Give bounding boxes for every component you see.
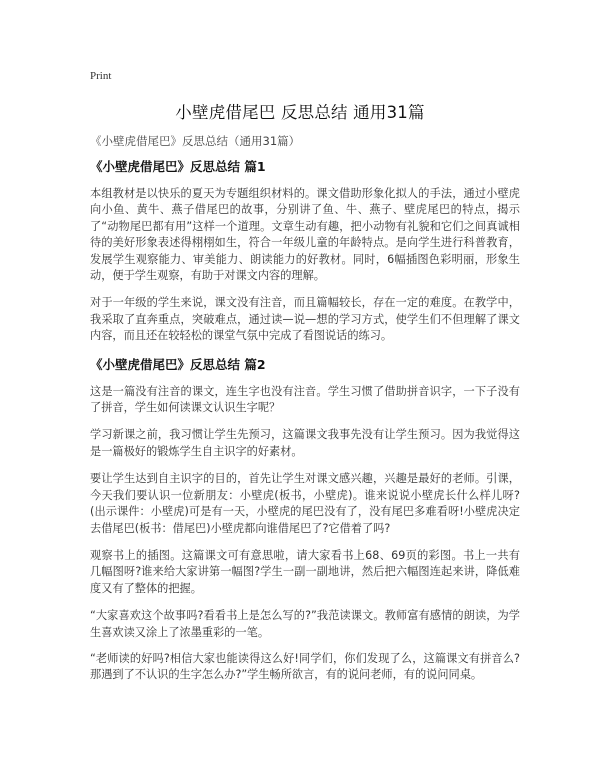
paragraph-2-1: 这是一篇没有注音的课文，连生字也没有注音。学生习惯了借助拼音识字，一下子没有了拼音，学生如何读课文认识生字呢？ bbox=[90, 384, 520, 415]
document-subtitle: 《小壁虎借尾巴》反思总结（通用31篇） bbox=[90, 134, 301, 148]
paragraph-2-5: “大家喜欢这个故事吗?看看书上是怎么写的?”我范读课文。教师富有感情的朗读，为学生喜欢读又涂上了浓墨重彩的一笔。 bbox=[90, 609, 520, 639]
paragraph-2-4: 观察书上的插图。这篇课文可有意思啦，请大家看书上68、69页的彩图。书上一共有几幅图呀?谁来给大家讲第一幅图?学生一副一副地讲，然后把六幅图连起来讲，降低难度又有了整体的把握。 bbox=[90, 548, 520, 595]
paragraph-2-2: 学习新课之前，我习惯让学生先预习，这篇课文我事先没有让学生预习。因为我觉得这是一篇极好的锻炼学生自主识字的好素材。 bbox=[90, 428, 520, 458]
paragraph-1-1: 本组教材是以快乐的夏天为专题组织材料的。课文借助形象化拟人的手法，通过小壁虎向小鱼、黄牛、燕子借尾巴的故事，分别讲了鱼、牛、燕子、壁虎尾巴的特点，揭示了“动物尾巴都有用”这样一个道理。文章生动有趣，把小动物有礼貌和它们之间真诚相待的美好形象表述得栩栩如生，符合一年级儿童的年龄特点。是向学生进行科普教育，发展学生观察能力、审美能力、朗读能力的好教材。同时，6幅插图色彩明丽，形象生动，便于学生观察，有助于对课文内容的理解。 bbox=[90, 187, 520, 283]
section-heading-1: 《小壁虎借尾巴》反思总结 篇1 bbox=[90, 159, 266, 174]
paragraph-2-3: 要让学生达到自主识字的目的，首先让学生对课文感兴趣，兴趣是最好的老师。引课，今天我们要认识一位新朋友：小壁虎(板书，小壁虎)。谁来说说小壁虎长什么样儿呀?(出示课件：小壁虎)可是有一天，小壁虎的尾巴没有了，没有尾巴多难看呀!小壁虎决定去借尾巴(板书：借尾巴)小壁虎都向谁借尾巴了?它借着了吗? bbox=[90, 472, 520, 535]
paragraph-1-2: 对于一年级的学生来说，课文没有注音，而且篇幅较长，存在一定的难度。在教学中，我采取了直奔重点，突破难点，通过读—说—想的学习方式，使学生们不但理解了课文内容，而且还在较轻松的课堂气氛中完成了看图说话的练习。 bbox=[90, 296, 520, 343]
document-title: 小壁虎借尾巴 反思总结 通用31篇 bbox=[175, 103, 425, 122]
paragraph-2-6: “老师读的好吗?相信大家也能读得这么好!同学们，你们发现了么，这篇课文有拼音么?那遇到了不认识的生字怎么办?”学生畅所欲言，有的说问老师，有的说问同桌。 bbox=[90, 651, 520, 682]
document-body bbox=[90, 158, 520, 694]
section-heading-2: 《小壁虎借尾巴》反思总结 篇2 bbox=[90, 356, 266, 372]
print-link[interactable]: Print bbox=[90, 70, 112, 82]
